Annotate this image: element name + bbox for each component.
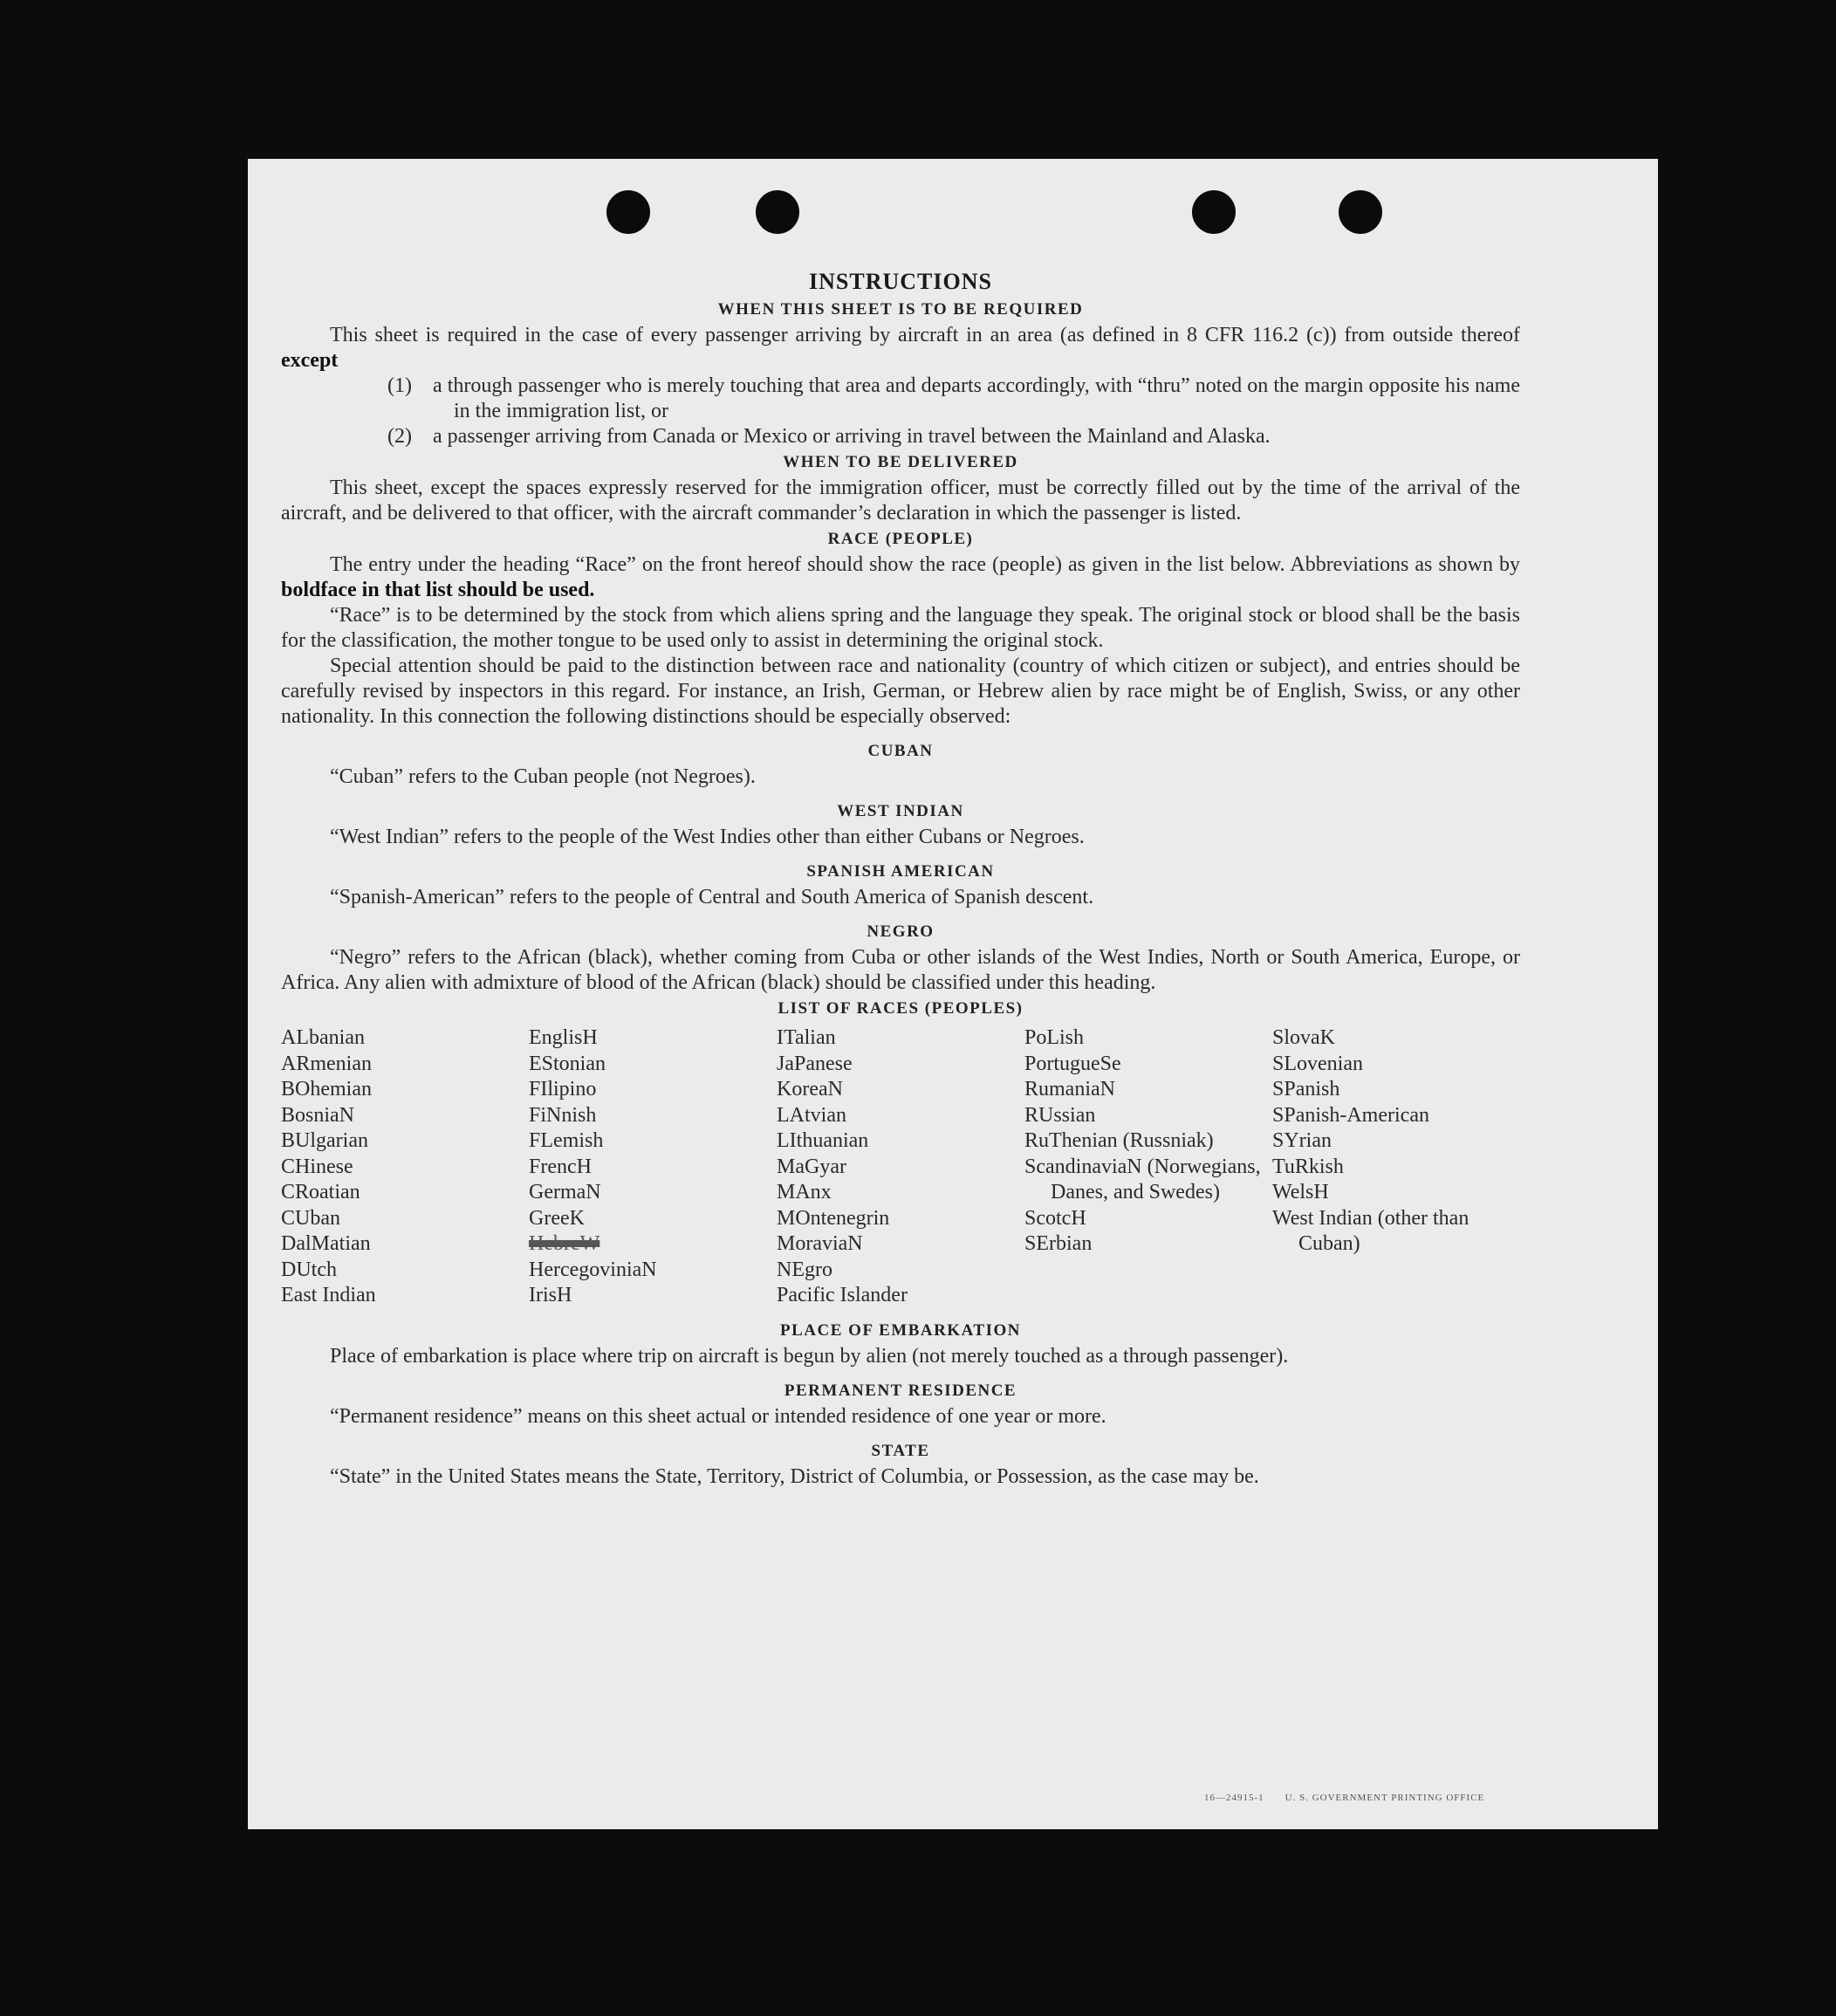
race-entry: ScandinaviaN (Norwegians, Danes, and Swedes) xyxy=(1024,1155,1261,1203)
race-entry: GermaN xyxy=(529,1181,601,1203)
paragraph-race-3: Special attention should be paid to the distinction between race and nationality (country of which citizen or subject), and entries should be carefully revised by inspectors in this regard. For instance, an Irish, German, or Hebrew alien by race might be of English, Swiss, or any other nationality. In this connection the following distinctions should be especially observed: xyxy=(281,655,1520,728)
race-entry: ALbanian xyxy=(281,1026,365,1049)
race-entry: KoreaN xyxy=(777,1078,843,1101)
race-entry: CHinese xyxy=(281,1155,353,1178)
heading-spanish-american: SPANISH AMERICAN xyxy=(806,862,995,881)
races-column-3 xyxy=(777,1025,1024,1309)
paragraph-cuban: “Cuban” refers to the Cuban people (not Negroes). xyxy=(330,765,756,788)
race-entry: MOntenegrin xyxy=(777,1206,890,1230)
race-entry: ARmenian xyxy=(281,1052,372,1075)
race-entry: NEgro xyxy=(777,1258,832,1281)
races-column-4 xyxy=(1024,1025,1272,1309)
list-item: (2) a passenger arriving from Canada or Mexico or arriving in travel between the Mainland and Alaska. xyxy=(387,425,1271,448)
race-entry: LIthuanian xyxy=(777,1129,869,1152)
race-entry-struck: HebreW xyxy=(529,1232,600,1255)
race-entry: SLovenian xyxy=(1272,1052,1363,1075)
heading-state: STATE xyxy=(871,1441,930,1460)
race-entry: FIlipino xyxy=(529,1078,597,1101)
races-column-1 xyxy=(281,1025,529,1309)
paragraph-when-required: This sheet is required in the case of every passenger arriving by aircraft in an area (as defined in 8 CFR 116.2 (c)) from outside thereof except xyxy=(281,324,1520,372)
heading-permanent-residence: PERMANENT RESIDENCE xyxy=(784,1381,1017,1400)
race-entry: BOhemian xyxy=(281,1078,372,1101)
race-entry: RumaniaN xyxy=(1024,1078,1115,1101)
race-entry: FLemish xyxy=(529,1129,604,1152)
races-column-5 xyxy=(1272,1025,1520,1309)
race-entry: SPanish-American xyxy=(1272,1103,1429,1127)
heading-when-delivered: WHEN TO BE DELIVERED xyxy=(783,453,1018,471)
race-entry: FiNnish xyxy=(529,1103,597,1127)
page-title: INSTRUCTIONS xyxy=(809,269,992,294)
paragraph-negro: “Negro” refers to the African (black), whether coming from Cuba or other islands of the West Indies, North or South America, Europe, or Africa. Any alien with admixture of blood of the African (black) should be classified under this heading. xyxy=(281,946,1520,994)
races-column-2 xyxy=(529,1025,777,1309)
heading-west-indian: WEST INDIAN xyxy=(837,802,964,820)
punch-hole xyxy=(1339,190,1382,234)
race-entry: ScotcH xyxy=(1024,1206,1086,1230)
race-entry: DalMatian xyxy=(281,1232,371,1255)
race-entry: West Indian (other than Cuban) xyxy=(1272,1206,1469,1255)
paragraph-spanish-american: “Spanish-American” refers to the people of Central and South America of Spanish descent. xyxy=(330,886,1094,909)
paragraph-west-indian: “West Indian” refers to the people of the West Indies other than either Cubans or Negroes. xyxy=(330,826,1085,848)
heading-race: RACE (PEOPLE) xyxy=(827,530,974,548)
race-entry: RuThenian (Russniak) xyxy=(1024,1129,1214,1152)
race-entry: RUssian xyxy=(1024,1103,1096,1127)
race-entry: ITalian xyxy=(777,1026,836,1049)
paragraph-state: “State” in the United States means the State, Territory, District of Columbia, or Possession, as the case may be. xyxy=(330,1464,1259,1488)
race-entry: LAtvian xyxy=(777,1103,846,1127)
race-entry: HercegoviniaN xyxy=(529,1258,657,1281)
race-entry: WelsH xyxy=(1272,1181,1329,1203)
race-entry: CUban xyxy=(281,1206,340,1230)
paragraph-race-1: The entry under the heading “Race” on the front hereof should show the race (people) as given in the list below. Abbreviations as shown by boldface in that list should be used. xyxy=(281,553,1520,601)
punch-hole xyxy=(606,190,650,234)
races-list xyxy=(281,1025,1520,1309)
race-entry: MoraviaN xyxy=(777,1232,863,1255)
race-entry: BosniaN xyxy=(281,1103,354,1127)
paragraph-when-delivered: This sheet, except the spaces expressly reserved for the immigration officer, must be correctly filled out by the time of the arrival of the aircraft, and be delivered to that officer, with the aircraft commander’s declaration in which the passenger is listed. xyxy=(281,477,1520,525)
heading-negro: NEGRO xyxy=(867,922,935,941)
heading-list-of-races: LIST OF RACES (PEOPLES) xyxy=(778,999,1024,1018)
paragraph-permanent-residence: “Permanent residence” means on this sheet actual or intended residence of one year or more. xyxy=(330,1404,1106,1428)
race-entry: Pacific Islander xyxy=(777,1284,908,1306)
race-entry: MAnx xyxy=(777,1181,832,1203)
punch-hole xyxy=(1192,190,1236,234)
heading-when-required: WHEN THIS SHEET IS TO BE REQUIRED xyxy=(717,300,1084,319)
race-entry: MaGyar xyxy=(777,1155,846,1178)
sheet-content xyxy=(281,269,1520,1490)
list-item: (1) a through passenger who is merely touching that area and departs accordingly, with “thru” noted on the margin opposite his name in the immigration list, or xyxy=(387,374,1520,422)
race-entry: SPanish xyxy=(1272,1078,1340,1101)
race-entry: GreeK xyxy=(529,1206,585,1230)
race-entry: EnglisH xyxy=(529,1026,598,1049)
heading-cuban: CUBAN xyxy=(867,742,934,760)
race-entry: East Indian xyxy=(281,1284,376,1306)
instruction-sheet xyxy=(248,159,1658,1829)
paragraph-place-of-embarkation: Place of embarkation is place where trip on aircraft is begun by alien (not merely touched as a through passenger). xyxy=(330,1344,1289,1368)
race-entry: DUtch xyxy=(281,1258,337,1281)
race-entry: EStonian xyxy=(529,1052,606,1075)
race-entry: BUlgarian xyxy=(281,1129,368,1152)
race-entry: IrisH xyxy=(529,1284,572,1306)
heading-place-of-embarkation: PLACE OF EMBARKATION xyxy=(780,1320,1021,1340)
race-entry: FrencH xyxy=(529,1155,592,1178)
race-entry: PortugueSe xyxy=(1024,1052,1121,1075)
race-entry: SlovaK xyxy=(1272,1026,1335,1049)
punch-hole xyxy=(756,190,799,234)
paragraph-race-2: “Race” is to be determined by the stock from which aliens spring and the language they speak. The original stock or blood shall be the basis for the classification, the mother tongue to be used only to assist in determining the original stock. xyxy=(281,604,1520,652)
race-entry: PoLish xyxy=(1024,1026,1085,1049)
printer-imprint: 16—24915-1 U. S. GOVERNMENT PRINTING OFFICE xyxy=(1204,1793,1485,1803)
race-entry: TuRkish xyxy=(1272,1155,1344,1178)
race-entry: JaPanese xyxy=(777,1052,853,1075)
race-entry: CRoatian xyxy=(281,1181,360,1203)
race-entry: SYrian xyxy=(1272,1129,1332,1152)
race-entry: SErbian xyxy=(1024,1232,1093,1255)
